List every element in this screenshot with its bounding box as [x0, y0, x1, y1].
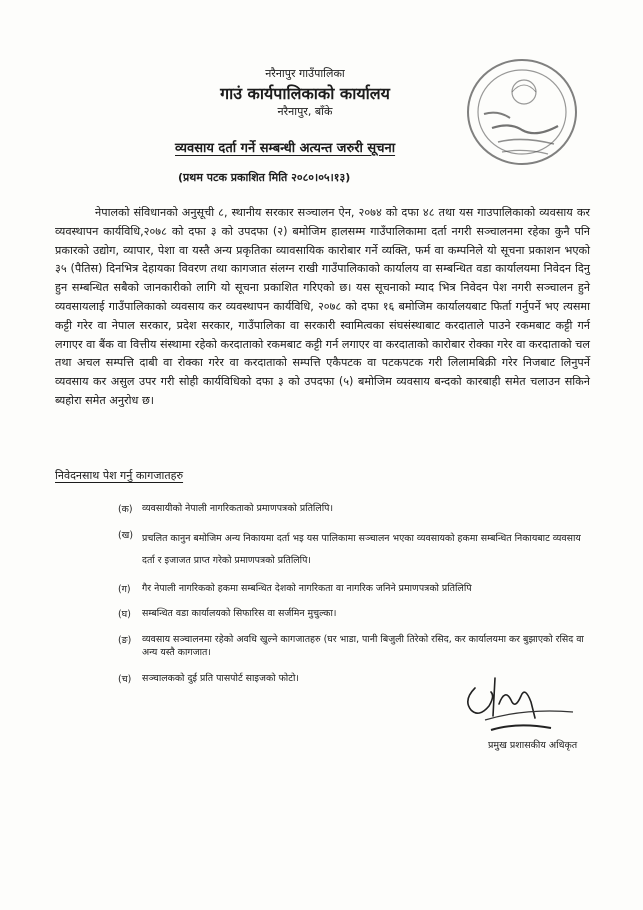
document-item-number: (ग) — [118, 583, 131, 595]
document-item — [118, 582, 588, 596]
signatory-title: प्रमुख प्रशासकीय अधिकृत — [488, 740, 578, 751]
document-item-number: (ङ) — [118, 634, 132, 646]
office-name: गाउं कार्यपालिकाको कार्यालय — [220, 84, 390, 103]
notice-body: नेपालको संविधानको अनुसूची ८, स्थानीय सरकार सञ्चालन ऐन, २०७४ को दफा ४८ तथा यस गाउपालिकाको व्यवसाय कर व्यवस्थापन कार्यविधि,२०७८ को दफा ३ को उपदफा (२) बमोजिम हालसम्म गाउँपालिकामा दर्ता नगरी सञ्चालनमा रहेका कुनै पनि प्रकारको उद्योग, व्यापार, पेशा वा यस्तै अन्य प्रकृतिका व्यावसायिक कारोबार गर्ने व्यक्ति, फर्म वा कम्पनिले यो सूचना प्रकाशन भएको ३५ (पैतिस) दिनभित्र देहायका विवरण तथा कागजात संलग्न राखी गाउँपालिकाको कार्यालय वा सम्बन्धित वडा कार्यालयमा निवेदन दिनु हुन सम्बन्धित सबैको जानकारीको लागि यो सूचना प्रकाशित गरिएको छ। यस सूचनाको म्याद भित्र निवेदन पेश नगरी सञ्चालन हुने व्यवसायलाई गाउँपालिकाको व्यवसाय कर व्यवस्थापन कार्यविधि, २०७८ को दफा १६ बमोजिम कार्यालयबाट फिर्ता गर्नुपर्ने भए त्यसमा कट्टी गरेर वा नेपाल सरकार, प्रदेश सरकार, गाउँपालिका वा सरकारी स्वामित्वका संघसंस्थाबाट करदाताले पाउने रकमबाट कट्टी गर्न लगाएर वा बैंक वा वित्तीय संस्थामा रहेको करदाताको रकमबाट कट्टी गर्न लगाएर वा करदाताको कारोबार रोक्का गरेर वा करदाताको चल तथा अचल सम्पत्ति दाबी वा रोक्का गरेर वा करदाताको सम्पत्ति एकैपटक वा पटकपटक गरी लिलामबिक्री गरेर निजबाट लिनुपर्ने व्यवसाय कर असुल उपर गरी सोही कार्यविधिको दफा ३ को उपदफा (५) बमोजिम व्यवसाय बन्दको कारबाही समेत चलाउन सकिने ब्यहोरा समेत अनुरोध छ। — [55, 206, 590, 407]
document-item-number: (क) — [118, 504, 133, 515]
publication-date: (प्रथम पटक प्रकाशित मिति २०८०।०५।१३) — [178, 171, 351, 184]
document-item-number: (ख) — [118, 529, 133, 541]
notice-title: व्यवसाय दर्ता गर्ने सम्बन्धी अत्यन्त जरुरी सूचना — [175, 141, 396, 156]
document-item-text: सम्बन्धित वडा कार्यालयको सिफारिस वा सर्जमिन मुचुल्का। — [142, 608, 337, 619]
document-item — [118, 502, 588, 516]
document-item-text: प्रचलित कानुन बमोजिम अन्य निकायमा दर्ता भइ यस पालिकामा सञ्चालन भएका व्यवसायको हकमा सम्बन्धित निकायबाट व्यवसाय दर्ता र इजाजत प्राप्त गरेको प्रमाणपत्रको प्रतिलिपि। — [142, 532, 581, 566]
document-item — [118, 607, 588, 621]
document-item-text: व्यवसाय सञ्चालनमा रहेको अवधि खुल्ने कागजातहरु (घर भाडा, पानी बिजुली तिरेको रसिद, कर कार्यालयमा कर बुझाएको रसिद वा अन्य यस्तै कागजात। — [142, 633, 584, 658]
handwritten-signature — [455, 648, 585, 748]
documents-heading: निवेदनसाथ पेश गर्नु कागजातहरु — [55, 469, 184, 482]
office-seal-stamp — [462, 52, 582, 172]
document-item-text: सञ्चालकको दुई प्रति पासपोर्ट साइजको फोटो। — [142, 672, 299, 684]
municipality-name: नरैनापुर गाउँपालिका — [265, 67, 345, 80]
document-item-number: (च) — [118, 673, 132, 685]
document-item — [118, 528, 588, 572]
office-address: नरैनापुर, बाँके — [277, 105, 333, 118]
document-item-text: व्यवसायीको नेपाली नागरिकताको प्रमाणपत्रको प्रतिलिपि। — [142, 503, 334, 514]
document-item-number: (घ) — [118, 609, 131, 620]
document-item-text: गैर नेपाली नागरिकको हकमा सम्बन्धित देशको नागरिकता वा नागरिक जनिने प्रमाणपत्रको प्रतिलिपि — [142, 582, 472, 594]
